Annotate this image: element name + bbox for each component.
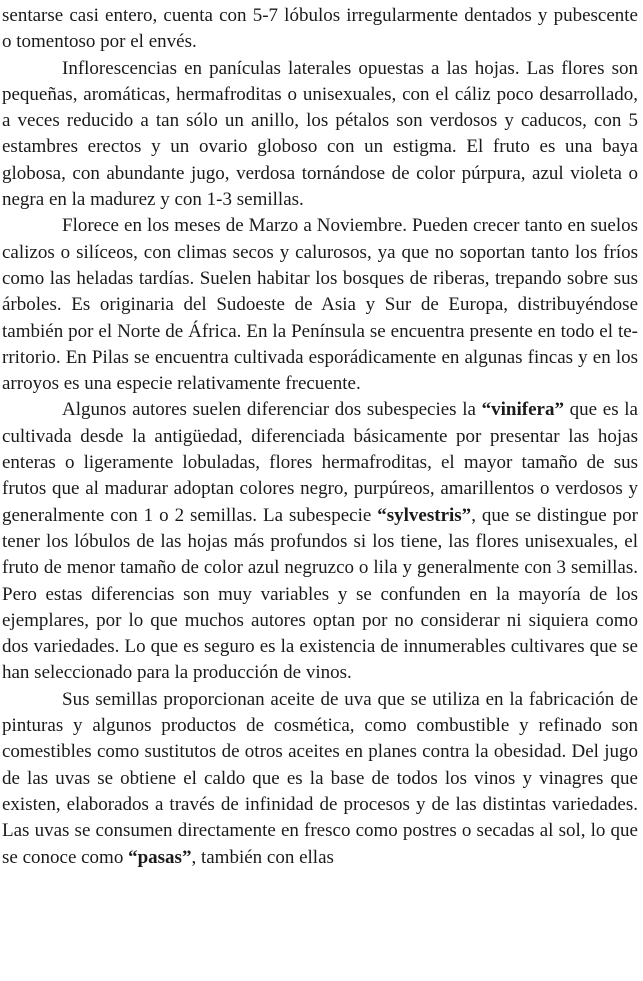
paragraph-inflorescence (2, 56, 638, 214)
text-segment: Sus semillas proporcionan aceite de uva que se utiliza en la fabricación de pinturas y algunos productos de cosmética, como combustible y refinado son comestibles como sustitutos de otros aceites en planes contra la obesidad. Del jugo de las uvas se obtiene el caldo que es la base de todos los vinos y vinagres que existen, elaborados a través de infinidad de procesos y de las distintas variedades. Las uvas se consumen directamente en fresco como postres o secadas al sol, lo que se conoce como (2, 688, 638, 868)
paragraph-leaf-description (2, 3, 638, 56)
term-vinifera: “vinifera” (481, 399, 564, 421)
paragraph-uses (2, 687, 638, 871)
text-segment: sentarse casi entero, cuenta con 5-7 lóbulos irregularmente dentados y pubescente o tomentoso por el envés. (2, 5, 638, 53)
text-segment: Inflorescencias en panículas laterales opuestas a las hojas. Las flores son pequeñas, aromáticas, hermafroditas o unisexuales, con el cáliz poco desarrollado, a veces reducido a tan sólo un anillo, los pétalos son verdosos y caducos, con 5 estambres erectos y un ovario globoso con un estigma. El fruto es una baya globosa, con abundante jugo, verdosa tornándose de color púrpura, azul violeta o negra en la madurez y con 1-3 semillas. (2, 57, 638, 211)
paragraph-flowering-habitat (2, 213, 638, 397)
paragraph-subspecies (2, 397, 638, 686)
term-sylvestris: “sylvestris” (377, 504, 472, 526)
term-pasas: “pasas” (128, 846, 192, 868)
text-segment: , también con ellas (191, 846, 334, 868)
text-segment: , que se distingue por tener los lóbulos de las hojas más profundos si los tiene, las flores unisexuales, el fruto de menor tamaño de color azul negruzco o lila y generalmente con 3 semillas. Pero estas diferencias son muy variables y se confunden en la mayoría de los ejemplares, por lo que muchos autores optan por no considerar ni siquiera como dos variedades. Lo que es seguro es la existencia de innumerables cultivares que se han seleccionado para la producción de vinos. (2, 504, 638, 684)
text-segment: Florece en los meses de Marzo a Noviembre. Pueden crecer tanto en suelos calizos o silíceos, con climas secos y calurosos, ya que no soportan tanto los fríos como las heladas tardías. Suelen habitar los bosques de riberas, trepando sobre sus árboles. Es originaria del Sudoeste de Asia y Sur de Europa, distribuyéndose también por el Norte de África. En la Península se encuentra presente en todo el territorio. En Pilas se encuentra cultivada esporádicamente en algunas fincas y en los arroyos es una especie relativamente frecuente. (2, 215, 638, 395)
document-page (2, 3, 638, 871)
text-segment: Algunos autores suelen diferenciar dos subespecies la (62, 399, 482, 421)
text-segment: que es la cultivada desde la antigüedad, diferenciada básicamente por presentar las hojas enteras o ligeramente lobuladas, flores hermafroditas, el mayor tamaño de sus frutos que al madurar adoptan colores negro, purpúreos, amarillentos o verdosos y generalmente con 1 o 2 semillas. La subespecie (2, 399, 638, 526)
